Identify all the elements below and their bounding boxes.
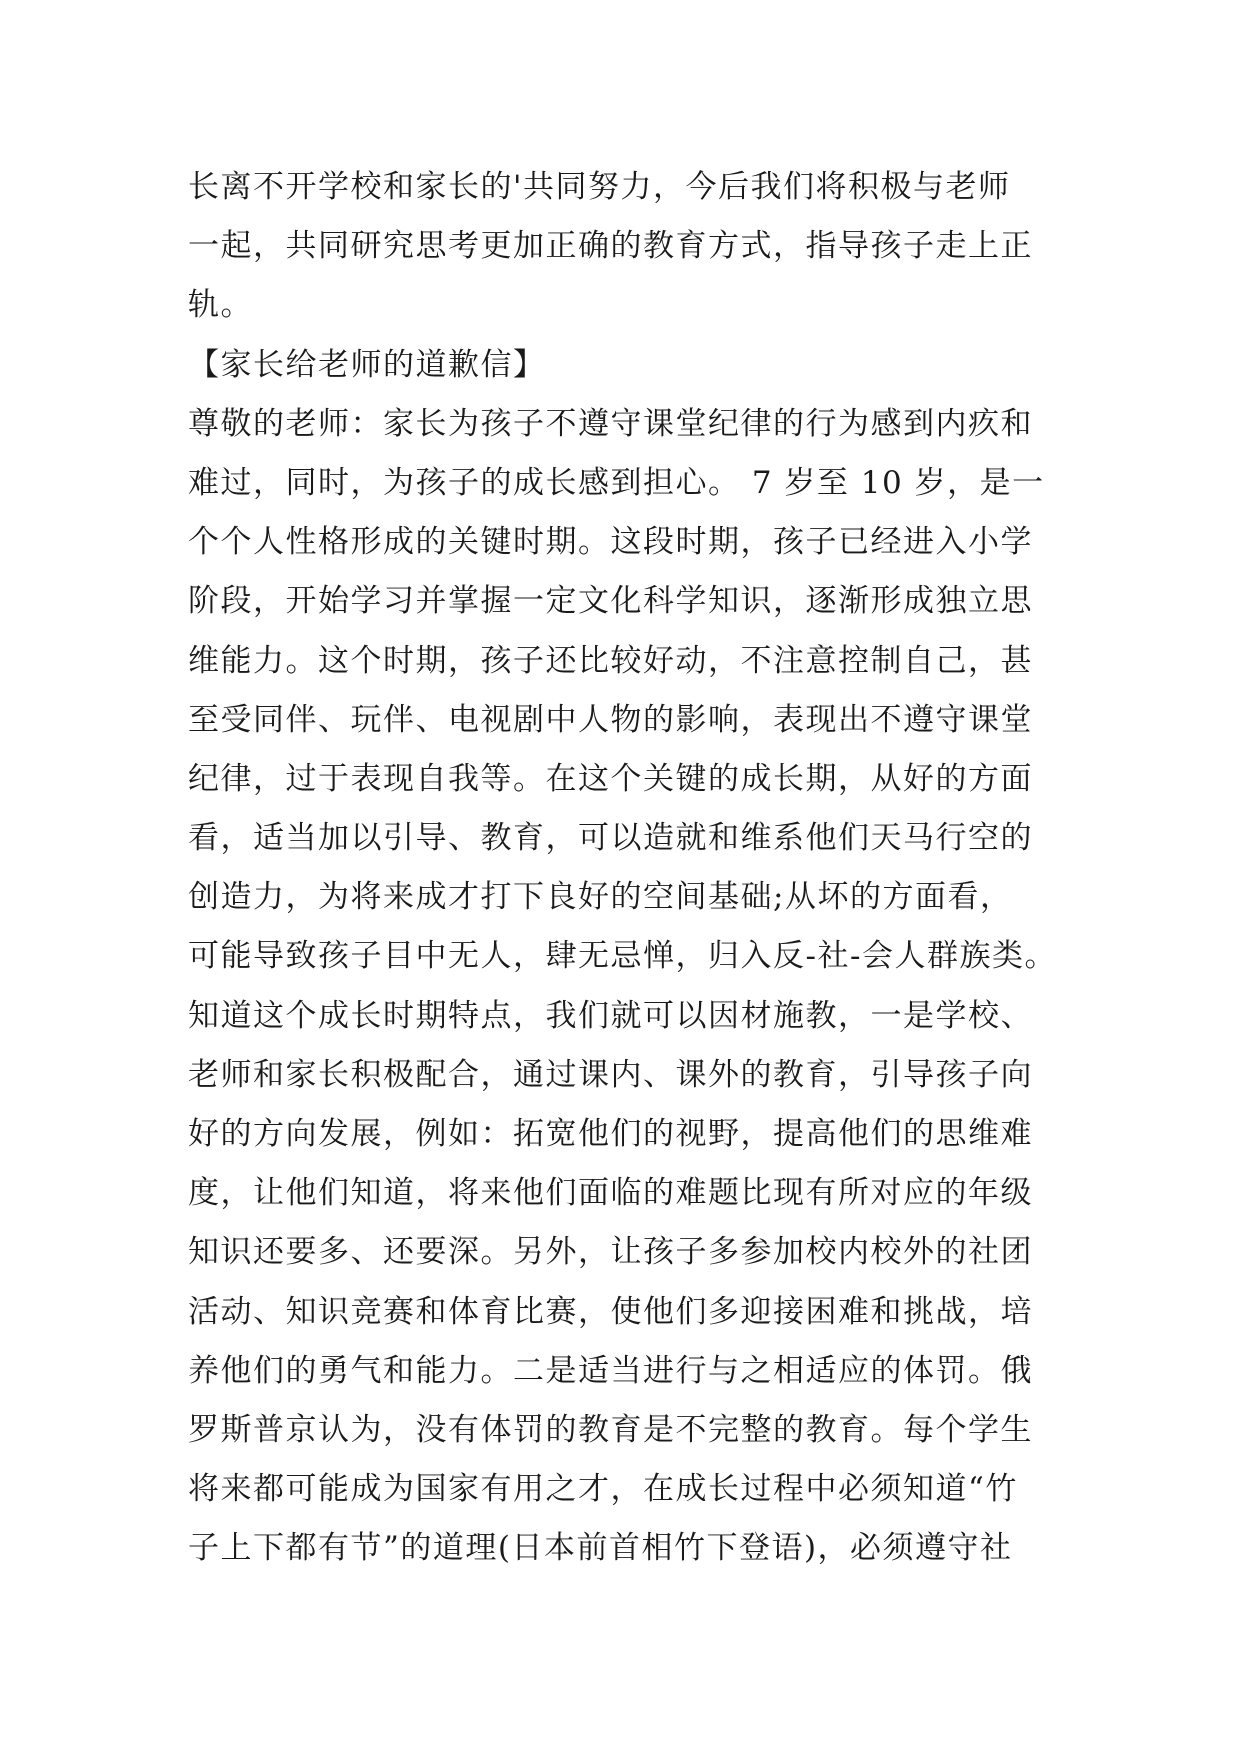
text-line: 知识还要多、还要深。另外，让孩子多参加校内校外的社团 xyxy=(188,1234,1033,1271)
text-line: 罗斯普京认为，没有体罚的教育是不完整的教育。每个学生 xyxy=(188,1411,1033,1448)
text-line: 纪律，过于表现自我等。在这个关键的成长期，从好的方面 xyxy=(188,760,1033,797)
text-line: 创造力，为将来成才打下良好的空间基础;从坏的方面看， xyxy=(188,879,1013,916)
text-line: 维能力。这个时期，孩子还比较好动，不注意控制自己，甚 xyxy=(188,642,1033,679)
text-line: 看，适当加以引导、教育，可以造就和维系他们天马行空的 xyxy=(188,820,1033,857)
text-line: 一起，共同研究思考更加正确的教育方式，指导孩子走上正 xyxy=(188,228,1033,265)
text-line: 好的方向发展，例如：拓宽他们的视野，提高他们的思维难 xyxy=(188,1116,1033,1152)
text-line: 个个人性格形成的关键时期。这段时期，孩子已经进入小学 xyxy=(188,524,1033,561)
text-line: 老师和家长积极配合，通过课内、课外的教育，引导孩子向 xyxy=(188,1056,1033,1093)
text-line: 可能导致孩子目中无人，肆无忌惮，归入反-社-会人群族类。 xyxy=(188,938,1057,975)
text-line: 将来都可能成为国家有用之才，在成长过程中必须知道“竹 xyxy=(188,1471,1018,1508)
text-line: 至受同伴、玩伴、电视剧中人物的影响，表现出不遵守课堂 xyxy=(188,701,1033,738)
text-line: 活动、知识竞赛和体育比赛，使他们多迎接困难和挑战，培 xyxy=(188,1293,1033,1330)
text-line: 子上下都有节”的道理(日本前首相竹下登语)，必须遵守社 xyxy=(188,1530,1013,1567)
text-line: 度，让他们知道，将来他们面临的难题比现有所对应的年级 xyxy=(188,1175,1033,1212)
document-body xyxy=(188,158,1068,1579)
text-line: 尊敬的老师：家长为孩子不遵守课堂纪律的行为感到内疚和 xyxy=(188,405,1033,442)
text-line: 知道这个成长时期特点，我们就可以因材施教，一是学校、 xyxy=(188,997,1033,1034)
text-line: 阶段，开始学习并掌握一定文化科学知识，逐渐形成独立思 xyxy=(188,583,1033,620)
text-line: 轨。 xyxy=(188,287,253,324)
text-line: 难过，同时，为孩子的成长感到担心。 7 岁至 10 岁，是一 xyxy=(188,464,1045,501)
section-heading: 【家长给老师的道歉信】 xyxy=(188,346,546,383)
text-line: 长离不开学校和家长的'共同努力，今后我们将积极与老师 xyxy=(188,169,1011,205)
text-line: 养他们的勇气和能力。二是适当进行与之相适应的体罚。俄 xyxy=(188,1352,1033,1389)
